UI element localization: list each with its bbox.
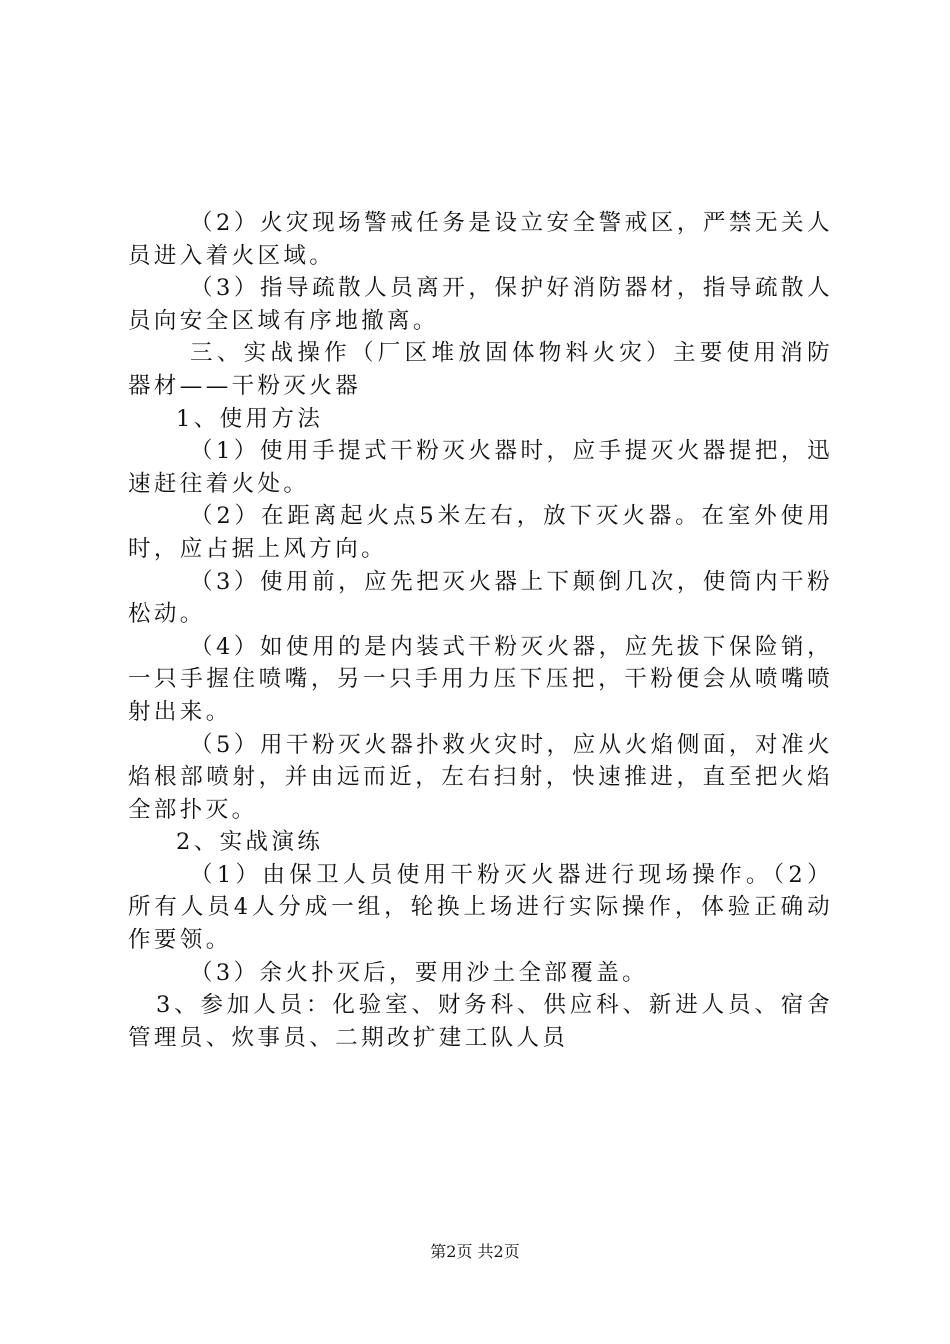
paragraph-evacuation-guidance: （3）指导疏散人员离开，保护好消防器材，指导疏散人员向安全区域有序地撤离。 bbox=[128, 275, 833, 334]
paragraph-usage-step-1: （1）使用手提式干粉灭火器时，应手提灭火器提把，迅速赶往着火处。 bbox=[128, 438, 833, 497]
paragraph-participants: 3、参加人员：化验室、财务科、供应科、新进人员、宿舍管理员、炊事员、二期改扩建工队人员 bbox=[128, 992, 833, 1051]
paragraph-warning-task: （2）火灾现场警戒任务是设立安全警戒区，严禁无关人员进入着火区域。 bbox=[128, 210, 833, 269]
paragraph-usage-step-3: （3）使用前，应先把灭火器上下颠倒几次，使筒内干粉松动。 bbox=[128, 568, 833, 628]
paragraph-usage-step-2: （2）在距离起火点5米左右，放下灭火器。在室外使用时，应占据上风方向。 bbox=[128, 503, 833, 562]
paragraph-drill-step-3: （3）余火扑灭后，要用沙土全部覆盖。 bbox=[190, 959, 649, 986]
subheading-combat-drill: 2、实战演练 bbox=[176, 829, 324, 856]
document-body bbox=[128, 207, 833, 1054]
subheading-usage-method: 1、使用方法 bbox=[176, 405, 324, 432]
section-heading-combat-operation: 三、实战操作（厂区堆放固体物料火灾）主要使用消防器材——干粉灭火器 bbox=[128, 340, 833, 399]
page-number-footer: 第2页 共2页 bbox=[430, 1242, 520, 1261]
paragraph-usage-step-4: （4）如使用的是内装式干粉灭火器，应先拔下保险销，一只手握住喷嘴，另一只手用力压下压把，干粉便会从喷嘴喷射出来。 bbox=[128, 633, 833, 725]
paragraph-drill-steps-1-2: （1）由保卫人员使用干粉灭火器进行现场操作。（2）所有人员4人分成一组，轮换上场进行实际操作，体验正确动作要领。 bbox=[128, 861, 833, 954]
paragraph-usage-step-5: （5）用干粉灭火器扑救火灾时，应从火焰侧面，对准火焰根部喷射，并由远而近，左右扫射，快速推进，直至把火焰全部扑灭。 bbox=[128, 731, 833, 823]
